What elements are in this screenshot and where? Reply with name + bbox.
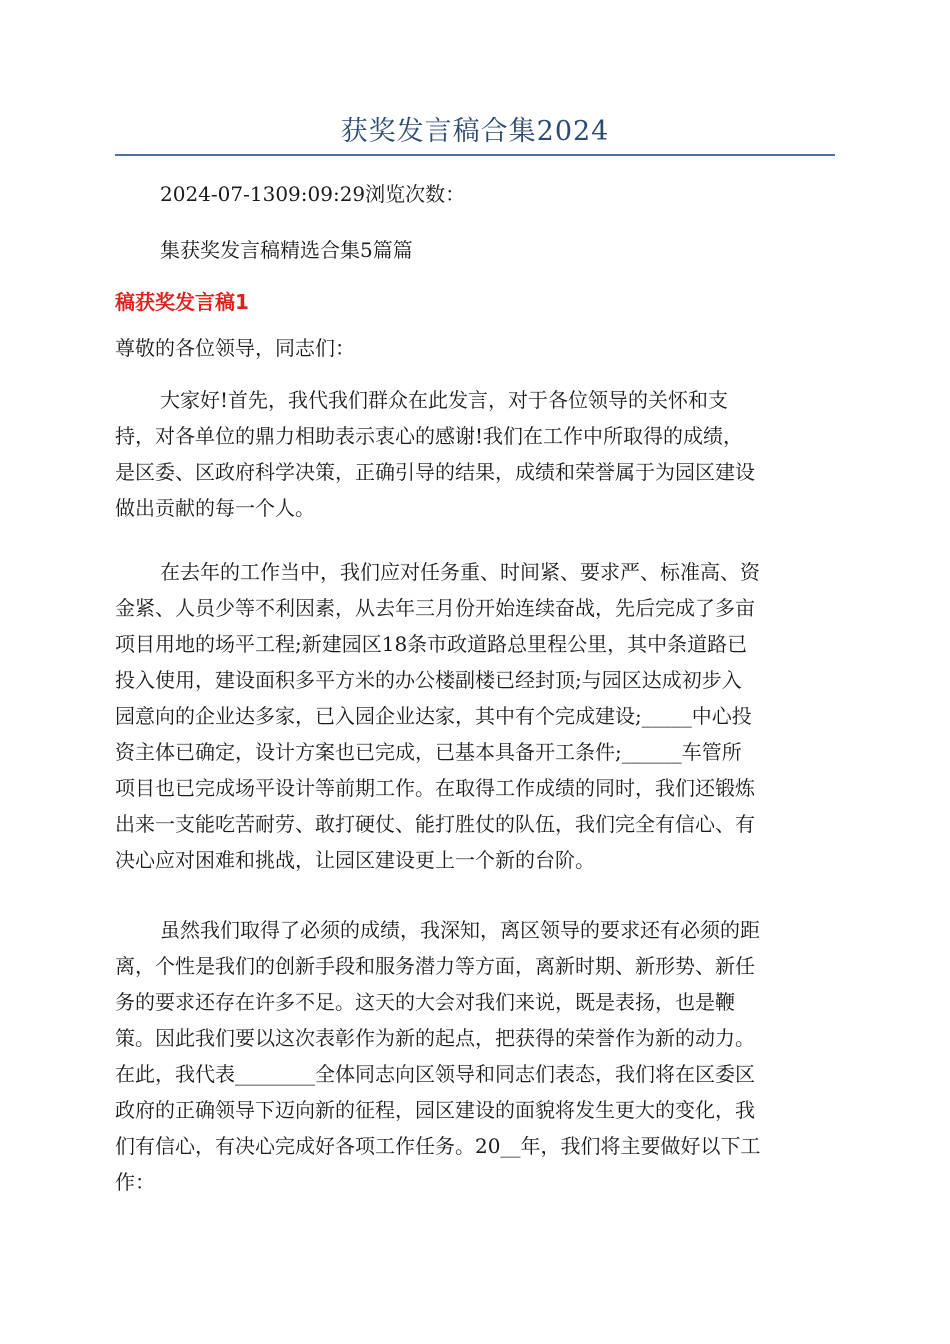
paragraph-line: 策。因此我们要以这次表彰作为新的起点，把获得的荣誉作为新的动力。 [115,1026,755,1050]
paragraph-line: 是区委、区政府科学决策，正确引导的结果，成绩和荣誉属于为园区建设 [115,460,755,484]
paragraph-1 [115,382,835,526]
meta-info: 2024-07-1309:09:29浏览次数： [160,182,466,206]
paragraph-2 [115,554,835,878]
document-subtitle: 集获奖发言稿精选合集5篇篇 [160,238,413,262]
paragraph-line: 项目用地的场平工程;新建园区18条市政道路总里程公里，其中条道路已 [115,632,748,656]
paragraph-line: 务的要求还存在许多不足。这天的大会对我们来说，既是表扬，也是鞭 [115,990,735,1014]
paragraph-line: 离，个性是我们的创新手段和服务潜力等方面，离新时期、新形势、新任 [115,954,755,978]
section-heading: 稿获奖发言稿1 [115,290,249,314]
paragraph-line: 政府的正确领导下迈向新的征程，园区建设的面貌将发生更大的变化，我 [115,1098,755,1122]
paragraph-line: 投入使用，建设面积多平方米的办公楼副楼已经封顶;与园区达成初步入 [115,668,742,692]
paragraph-line: 金紧、人员少等不利因素，从去年三月份开始连续奋战，先后完成了多亩 [115,596,755,620]
paragraph-line: 资主体已确定，设计方案也已完成，已基本具备开工条件;______车管所 [115,740,742,764]
paragraph-line: 虽然我们取得了必须的成绩，我深知，离区领导的要求还有必须的距 [160,918,760,942]
title-divider [115,154,835,156]
paragraph-line: 们有信心，有决心完成好各项工作任务。20__年，我们将主要做好以下工 [115,1134,761,1158]
paragraph-line: 项目也已完成场平设计等前期工作。在取得工作成绩的同时，我们还锻炼 [115,776,755,800]
paragraph-line: 作： [115,1170,155,1194]
paragraph-line: 在此，我代表________全体同志向区领导和同志们表态，我们将在区委区 [115,1062,755,1086]
paragraph-line: 在去年的工作当中，我们应对任务重、时间紧、要求严、标准高、资 [160,560,760,584]
paragraph-line: 决心应对困难和挑战，让园区建设更上一个新的台阶。 [115,848,595,872]
paragraph-3 [115,912,835,1200]
paragraph-line: 做出贡献的每一个人。 [115,496,315,520]
paragraph-line: 持，对各单位的鼎力相助表示衷心的感谢!我们在工作中所取得的成绩， [115,424,744,448]
paragraph-line: 大家好!首先，我代我们群众在此发言，对于各位领导的关怀和支 [160,388,729,412]
paragraph-line: 出来一支能吃苦耐劳、敢打硬仗、能打胜仗的队伍，我们完全有信心、有 [115,812,755,836]
document-title: 获奖发言稿合集2024 [340,116,610,147]
salutation: 尊敬的各位领导，同志们： [115,336,355,360]
paragraph-line: 园意向的企业达多家，已入园企业达家，其中有个完成建设;_____中心投 [115,704,752,728]
